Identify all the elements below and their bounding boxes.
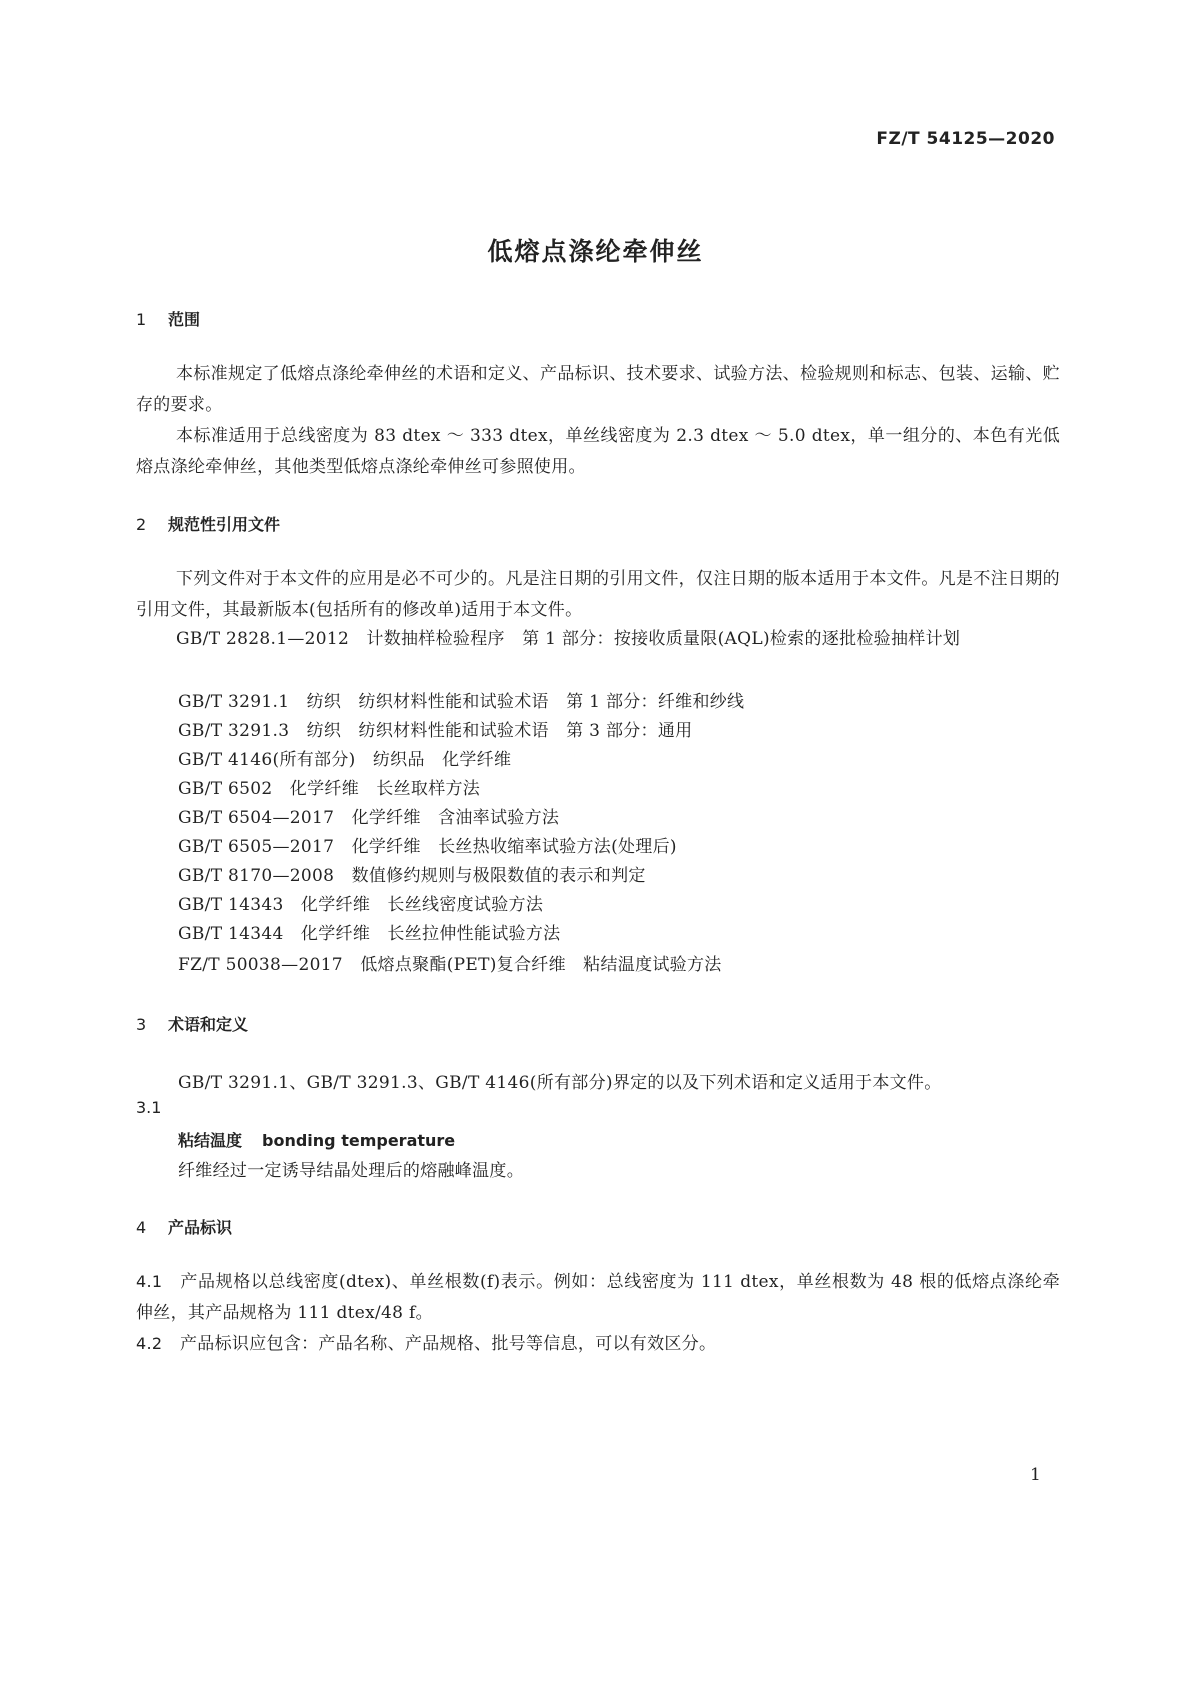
clause-text: 产品标识应包含：产品名称、产品规格、批号等信息，可以有效区分。 (180, 1334, 717, 1354)
terms-intro: GB/T 3291.1、GB/T 3291.3、GB/T 4146(所有部分)界定的以及下列术语和定义适用于本文件。 (178, 1073, 942, 1093)
term-number: 3.1 (136, 1098, 162, 1117)
reference-item: GB/T 3291.3 纺织 纺织材料性能和试验术语 第 3 部分：通用 (178, 721, 693, 741)
reference-item: GB/T 6502 化学纤维 长丝取样方法 (178, 779, 481, 799)
section-1-heading (136, 307, 200, 330)
reference-item: GB/T 6505—2017 化学纤维 长丝热收缩率试验方法(处理后) (178, 837, 677, 857)
page-number: 1 (1030, 1465, 1041, 1485)
scope-paragraph-2: 本标准适用于总线密度为 83 dtex ～ 333 dtex，单丝线密度为 2.3 dtex ～ 5.0 dtex，单一组分的、本色有光低熔点涤纶牵伸丝，其他类型低熔点涤纶牵伸丝可参照使用。 (136, 426, 1060, 477)
clause-4-1 (136, 1266, 1060, 1329)
reference-item: GB/T 2828.1—2012 计数抽样检验程序 第 1 部分：按接收质量限(AQL)检索的逐批检验抽样计划 (176, 629, 961, 649)
section-3-heading (136, 1012, 248, 1035)
reference-item: FZ/T 50038—2017 低熔点聚酯(PET)复合纤维 粘结温度试验方法 (178, 955, 722, 975)
term-definition: 纤维经过一定诱导结晶处理后的熔融峰温度。 (178, 1161, 524, 1181)
term-chinese: 粘结温度 (178, 1131, 243, 1150)
reference-item: GB/T 8170—2008 数值修约规则与极限数值的表示和判定 (178, 866, 646, 886)
clause-number: 4.2 (136, 1334, 163, 1353)
section-4-heading (136, 1215, 232, 1238)
section-title: 范围 (168, 310, 201, 329)
section-title: 术语和定义 (168, 1015, 249, 1034)
section-title: 规范性引用文件 (168, 515, 281, 534)
reference-item: GB/T 14343 化学纤维 长丝线密度试验方法 (178, 895, 544, 915)
reference-item: GB/T 4146(所有部分) 纺织品 化学纤维 (178, 750, 512, 770)
reference-item: GB/T 14344 化学纤维 长丝拉伸性能试验方法 (178, 924, 561, 944)
clause-number: 4.1 (136, 1272, 163, 1291)
section-number: 3 (136, 1015, 147, 1034)
clause-text: 产品规格以总线密度(dtex)、单丝根数(f)表示。例如：总线密度为 111 dtex，单丝根数为 48 根的低熔点涤纶牵伸丝，其产品规格为 111 dtex/48 f。 (136, 1272, 1060, 1323)
section-number: 1 (136, 310, 147, 329)
standard-code: FZ/T 54125—2020 (876, 129, 1055, 149)
term-english: bonding temperature (262, 1131, 456, 1150)
section-title: 产品标识 (168, 1218, 233, 1237)
term-entry (178, 1128, 455, 1151)
scope-paragraph-1: 本标准规定了低熔点涤纶牵伸丝的术语和定义、产品标识、技术要求、试验方法、检验规则和标志、包装、运输、贮存的要求。 (136, 364, 1060, 415)
references-intro: 下列文件对于本文件的应用是必不可少的。凡是注日期的引用文件，仅注日期的版本适用于本文件。凡是不注日期的引用文件，其最新版本(包括所有的修改单)适用于本文件。 (136, 569, 1060, 620)
section-number: 4 (136, 1218, 147, 1237)
document-title: 低熔点涤纶牵伸丝 (487, 237, 704, 266)
reference-item: GB/T 3291.1 纺织 纺织材料性能和试验术语 第 1 部分：纤维和纱线 (178, 692, 745, 712)
reference-item: GB/T 6504—2017 化学纤维 含油率试验方法 (178, 808, 560, 828)
section-2-heading (136, 512, 280, 535)
clause-4-2 (136, 1328, 1060, 1360)
section-number: 2 (136, 515, 147, 534)
